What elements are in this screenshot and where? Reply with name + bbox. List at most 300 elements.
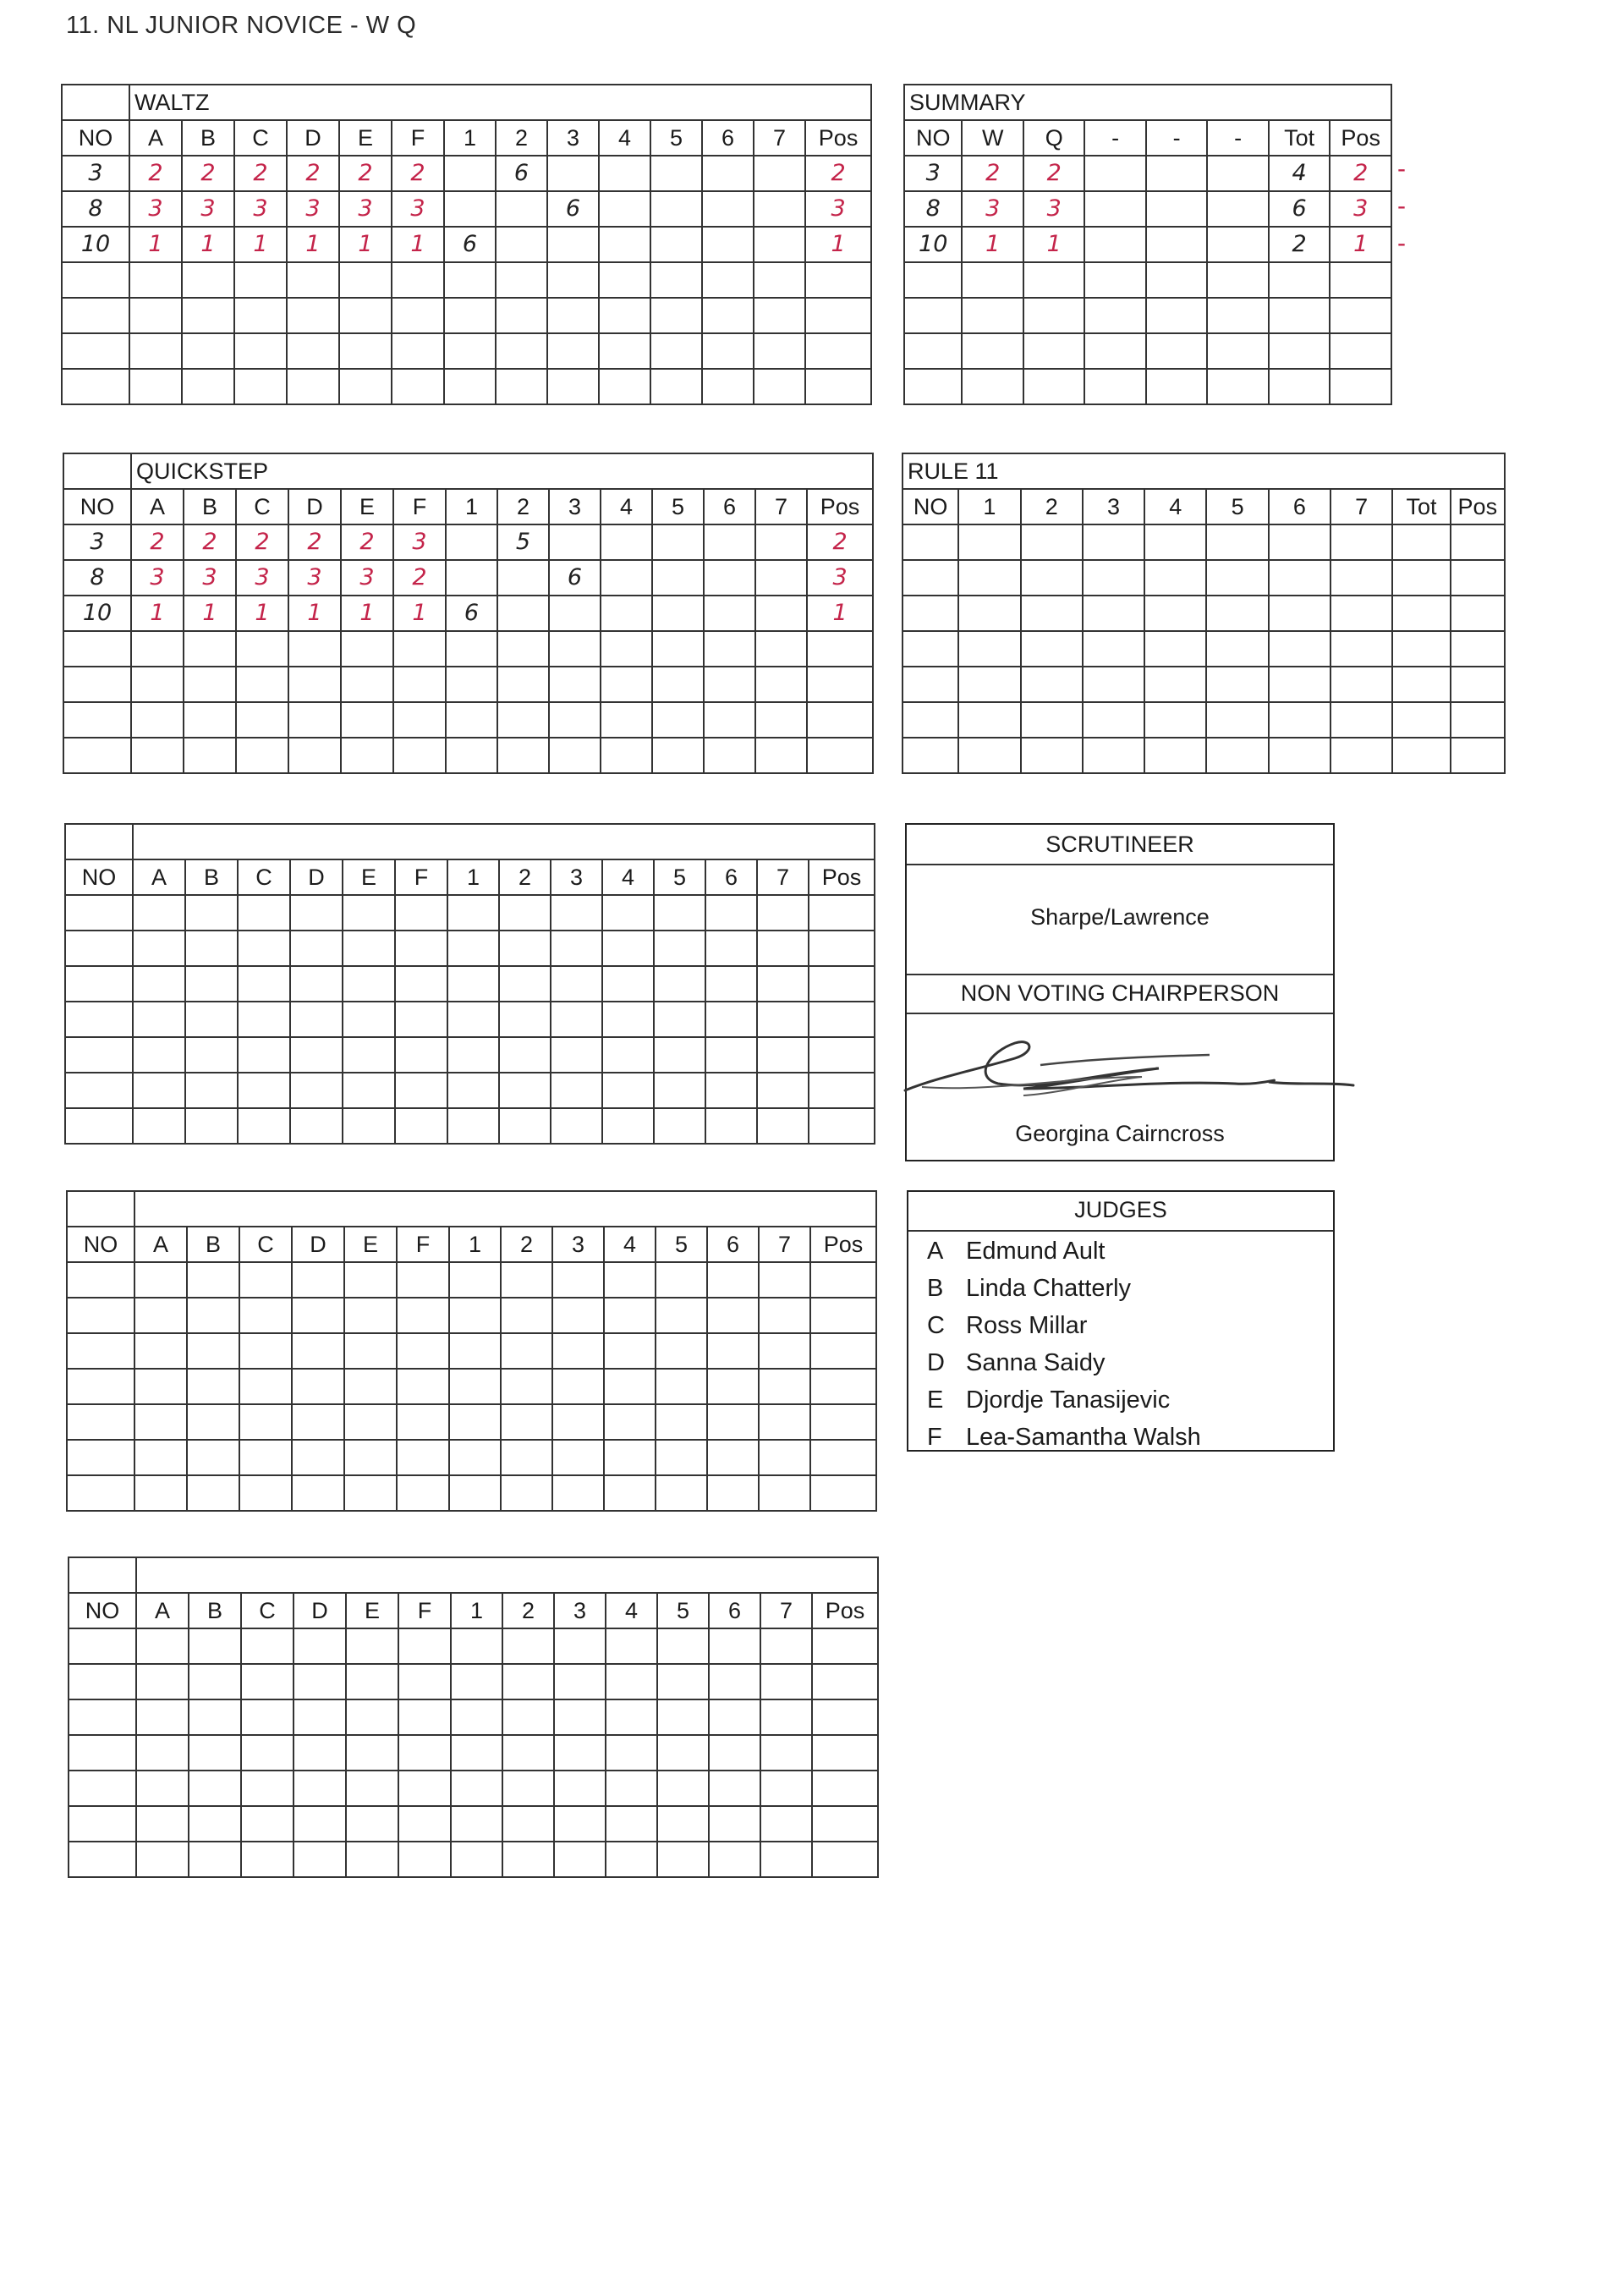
empty-cell [241,1664,294,1699]
empty-cell [65,966,133,1002]
empty-cell [754,333,805,369]
empty-cell [705,895,757,931]
empty-cell [1330,738,1392,773]
empty-cell [1084,227,1145,262]
empty-cell [395,931,447,966]
empty-cell [705,1037,757,1073]
table-row [62,333,871,369]
empty-cell [552,1369,604,1404]
empty-cell [754,262,805,298]
empty-cell [234,333,287,369]
empty-cell [547,262,599,298]
couple-number: 8 [63,560,131,596]
empty-cell [65,1002,133,1037]
empty-cell [287,262,339,298]
empty-cell [1330,298,1391,333]
place-count: 6 [496,156,547,191]
empty-cell [757,1073,809,1108]
empty-cell [69,1664,136,1699]
sheet-header [67,1227,876,1262]
sheet-corner [69,1557,136,1593]
table-row [65,931,875,966]
empty-cell [809,895,875,931]
empty-cell [392,369,444,404]
place-count [652,596,704,631]
empty-cell [554,1628,606,1664]
empty-cell [133,1108,185,1144]
empty-cell [551,931,602,966]
place-count [704,524,755,560]
empty-cell [1146,298,1207,333]
place-count [497,596,549,631]
empty-cell [185,1037,238,1073]
empty-cell [395,1002,447,1037]
tick-mark: - [1397,192,1406,220]
judge-name: Linda Chatterly [966,1275,1132,1302]
empty-cell [904,333,962,369]
empty-cell [903,738,958,773]
judge-item [927,1344,1201,1381]
sheet-title: QUICKSTEP [131,453,873,489]
couple-number: 10 [904,227,962,262]
empty-cell [184,702,236,738]
empty-cell [652,702,704,738]
place-count [702,156,754,191]
empty-cell [1392,560,1450,596]
empty-cell [134,1369,187,1404]
header-cell: NO [62,120,129,156]
table-row [62,156,871,191]
empty-cell [707,1475,759,1511]
table-row [63,631,873,667]
empty-cell [547,298,599,333]
empty-cell [397,1262,449,1298]
judge-name: Sanna Saidy [966,1349,1106,1376]
place-count [754,227,805,262]
header-cell: 7 [754,120,805,156]
empty-cell [136,1771,189,1806]
header-cell: 1 [449,1227,501,1262]
empty-cell [185,1108,238,1144]
judge-mark: 2 [236,524,288,560]
total: 6 [1269,191,1330,227]
empty-cell [346,1842,398,1877]
empty-cell [446,738,497,773]
empty-cell [656,1475,707,1511]
empty-cell [657,1735,709,1771]
empty-cell [292,1404,344,1440]
place-count [497,560,549,596]
empty-cell [760,1628,812,1664]
table-row [904,191,1391,227]
header-cell: Pos [805,120,871,156]
empty-cell [1269,738,1330,773]
empty-cell [239,1475,292,1511]
empty-cell [238,931,290,966]
table-row [67,1262,876,1298]
empty-cell [1269,298,1330,333]
empty-cell [1206,702,1268,738]
empty-cell [755,738,807,773]
judge-mark: 2 [288,524,341,560]
judge-letter: B [927,1275,944,1302]
empty-cell [344,1369,397,1404]
empty-cell [397,1440,449,1475]
empty-cell [705,1002,757,1037]
empty-cell [496,262,547,298]
empty-cell [1206,738,1268,773]
header-cell: C [239,1227,292,1262]
empty-cell [1206,596,1268,631]
empty-cell [67,1475,134,1511]
header-cell: 4 [601,489,652,524]
header-cell: 1 [958,489,1020,524]
header-cell: 6 [702,120,754,156]
empty-cell [652,631,704,667]
empty-cell [292,1440,344,1475]
empty-cell [552,1298,604,1333]
empty-cell [451,1806,502,1842]
empty-cell [1021,596,1083,631]
empty-cell [133,966,185,1002]
place-count [599,227,650,262]
empty-cell [67,1440,134,1475]
empty-cell [189,1664,241,1699]
empty-cell [236,702,288,738]
empty-cell [238,1037,290,1073]
empty-cell [551,966,602,1002]
empty-cell [131,702,184,738]
empty-cell [1207,298,1268,333]
empty-cell [187,1440,239,1475]
table-row [69,1735,878,1771]
empty-cell [290,1002,343,1037]
empty-cell [63,738,131,773]
empty-cell [1207,369,1268,404]
empty-cell [398,1771,451,1806]
empty-cell [1083,738,1144,773]
empty-cell [552,1333,604,1369]
place-count: 6 [547,191,599,227]
empty-cell [903,702,958,738]
empty-cell [444,369,496,404]
header-cell: Q [1023,120,1084,156]
empty-cell [812,1628,878,1664]
empty-cell [288,738,341,773]
empty-cell [1021,738,1083,773]
empty-cell [238,1002,290,1037]
empty-cell [136,1664,189,1699]
dance-sheet-4 [66,1190,877,1512]
empty-cell [1269,524,1330,560]
empty-cell [131,631,184,667]
judge-name: Edmund Ault [966,1238,1106,1265]
table-row [62,369,871,404]
empty-cell [449,1369,501,1404]
empty-cell [129,262,182,298]
empty-cell [343,966,395,1002]
empty-cell [447,966,499,1002]
empty-cell [704,702,755,738]
empty-cell [810,1333,876,1369]
judge-mark: 3 [236,560,288,596]
judge-item [927,1307,1201,1344]
empty-cell [189,1842,241,1877]
judge-mark: 1 [288,596,341,631]
empty-cell [1330,702,1392,738]
empty-cell [1330,524,1392,560]
empty-cell [395,895,447,931]
empty-cell [1084,369,1145,404]
empty-cell [705,931,757,966]
empty-cell [502,1735,554,1771]
empty-cell [497,738,549,773]
empty-cell [705,966,757,1002]
judge-name: Lea-Samantha Walsh [966,1424,1201,1451]
header-cell: 2 [499,859,551,895]
empty-cell [344,1404,397,1440]
empty-cell [812,1699,878,1735]
place-count [650,227,702,262]
table-row [62,227,871,262]
header-cell: NO [904,120,962,156]
empty-cell [343,1073,395,1108]
empty-cell [1146,369,1207,404]
empty-cell [656,1333,707,1369]
empty-cell [549,702,601,738]
couple-number: 8 [904,191,962,227]
waltz-place: 2 [962,156,1023,191]
empty-cell [759,1333,810,1369]
header-cell: 5 [657,1593,709,1628]
empty-cell [187,1262,239,1298]
sheet-corner [67,1191,134,1227]
couple-number: 10 [62,227,129,262]
judge-mark: 1 [234,227,287,262]
empty-cell [69,1699,136,1735]
empty-cell [1084,298,1145,333]
header-cell: 6 [705,859,757,895]
judge-mark: 1 [393,596,446,631]
judge-letter: C [927,1312,945,1339]
empty-cell [241,1842,294,1877]
empty-cell [187,1369,239,1404]
empty-cell [602,1108,654,1144]
chairperson-title: NON VOTING CHAIRPERSON [960,980,1280,1006]
empty-cell [656,1369,707,1404]
empty-cell [292,1262,344,1298]
place-count [704,596,755,631]
header-cell: 4 [604,1227,656,1262]
empty-cell [451,1664,502,1699]
empty-cell [958,667,1020,702]
empty-cell [398,1735,451,1771]
empty-cell [69,1735,136,1771]
empty-cell [709,1771,760,1806]
empty-cell [185,931,238,966]
header-cell: 6 [707,1227,759,1262]
empty-cell [502,1806,554,1842]
judge-mark: 3 [288,560,341,596]
empty-cell [1207,227,1268,262]
empty-cell [1023,262,1084,298]
empty-cell [134,1298,187,1333]
empty-cell [447,931,499,966]
empty-cell [393,738,446,773]
empty-cell [552,1404,604,1440]
empty-cell [650,262,702,298]
empty-cell [133,895,185,931]
empty-cell [499,1037,551,1073]
empty-cell [757,1002,809,1037]
empty-cell [502,1628,554,1664]
empty-cell [67,1298,134,1333]
header-cell: C [241,1593,294,1628]
empty-cell [236,667,288,702]
header-cell: 1 [444,120,496,156]
empty-cell [1023,369,1084,404]
empty-cell [184,631,236,667]
empty-cell [444,298,496,333]
empty-cell [290,895,343,931]
judge-mark: 1 [339,227,392,262]
empty-cell [131,667,184,702]
table-row [67,1404,876,1440]
empty-cell [812,1806,878,1842]
empty-cell [447,1002,499,1037]
position: 3 [1330,191,1391,227]
empty-cell [654,1073,705,1108]
header-cell: 3 [547,120,599,156]
empty-cell [239,1298,292,1333]
position: 1 [1330,227,1391,262]
empty-cell [1144,524,1206,560]
header-cell: 6 [709,1593,760,1628]
empty-cell [812,1842,878,1877]
empty-cell [754,369,805,404]
empty-cell [805,262,871,298]
empty-cell [339,369,392,404]
header-cell: 2 [502,1593,554,1628]
table-row [69,1664,878,1699]
empty-cell [1451,702,1505,738]
empty-cell [236,738,288,773]
empty-cell [398,1664,451,1699]
place-count [652,524,704,560]
empty-cell [1451,596,1505,631]
place-count [755,596,807,631]
table-row [69,1842,878,1877]
empty-cell [392,333,444,369]
empty-cell [809,1108,875,1144]
empty-cell [652,738,704,773]
empty-cell [760,1664,812,1699]
empty-cell [136,1842,189,1877]
empty-cell [656,1298,707,1333]
empty-cell [657,1699,709,1735]
empty-cell [294,1735,346,1771]
header-cell: B [189,1593,241,1628]
empty-cell [707,1333,759,1369]
empty-cell [656,1262,707,1298]
empty-cell [238,895,290,931]
header-cell: 7 [757,859,809,895]
empty-cell [290,931,343,966]
rule11-header [903,489,1505,524]
empty-cell [346,1806,398,1842]
place-count [599,156,650,191]
empty-cell [187,1404,239,1440]
header-cell: 4 [606,1593,657,1628]
empty-cell [397,1404,449,1440]
place-count [755,560,807,596]
place-count [444,156,496,191]
judge-mark: 3 [393,524,446,560]
empty-cell [709,1699,760,1735]
empty-cell [1146,227,1207,262]
empty-cell [1330,262,1391,298]
place-count [446,560,497,596]
header-cell: B [182,120,234,156]
empty-cell [554,1771,606,1806]
empty-cell [599,333,650,369]
empty-cell [1083,631,1144,667]
empty-cell [601,702,652,738]
judge-letter: F [927,1424,942,1451]
judge-mark: 3 [341,560,393,596]
empty-cell [187,1475,239,1511]
empty-cell [238,966,290,1002]
header-cell: C [234,120,287,156]
empty-cell [704,738,755,773]
empty-cell [554,1699,606,1735]
header-cell: 2 [496,120,547,156]
empty-cell [65,931,133,966]
table-row [65,1002,875,1037]
header-cell: 7 [759,1227,810,1262]
empty-cell [654,1037,705,1073]
empty-cell [185,1073,238,1108]
empty-cell [287,298,339,333]
empty-cell [1269,262,1330,298]
place-count [652,560,704,596]
empty-cell [702,298,754,333]
header-cell: B [185,859,238,895]
empty-cell [549,738,601,773]
empty-cell [136,1735,189,1771]
empty-cell [241,1735,294,1771]
empty-cell [398,1842,451,1877]
empty-cell [962,262,1023,298]
empty-cell [236,631,288,667]
empty-cell [760,1806,812,1842]
empty-cell [654,931,705,966]
header-cell: Pos [812,1593,878,1628]
empty-cell [129,298,182,333]
dance-sheet-2 [63,453,874,774]
empty-cell [601,631,652,667]
empty-cell [705,1073,757,1108]
empty-cell [287,333,339,369]
header-cell: 5 [656,1227,707,1262]
empty-cell [449,1440,501,1475]
judge-mark: 3 [287,191,339,227]
header-cell: - [1207,120,1268,156]
header-cell: 1 [447,859,499,895]
empty-cell [67,1333,134,1369]
empty-cell [1021,631,1083,667]
position: 2 [805,156,871,191]
